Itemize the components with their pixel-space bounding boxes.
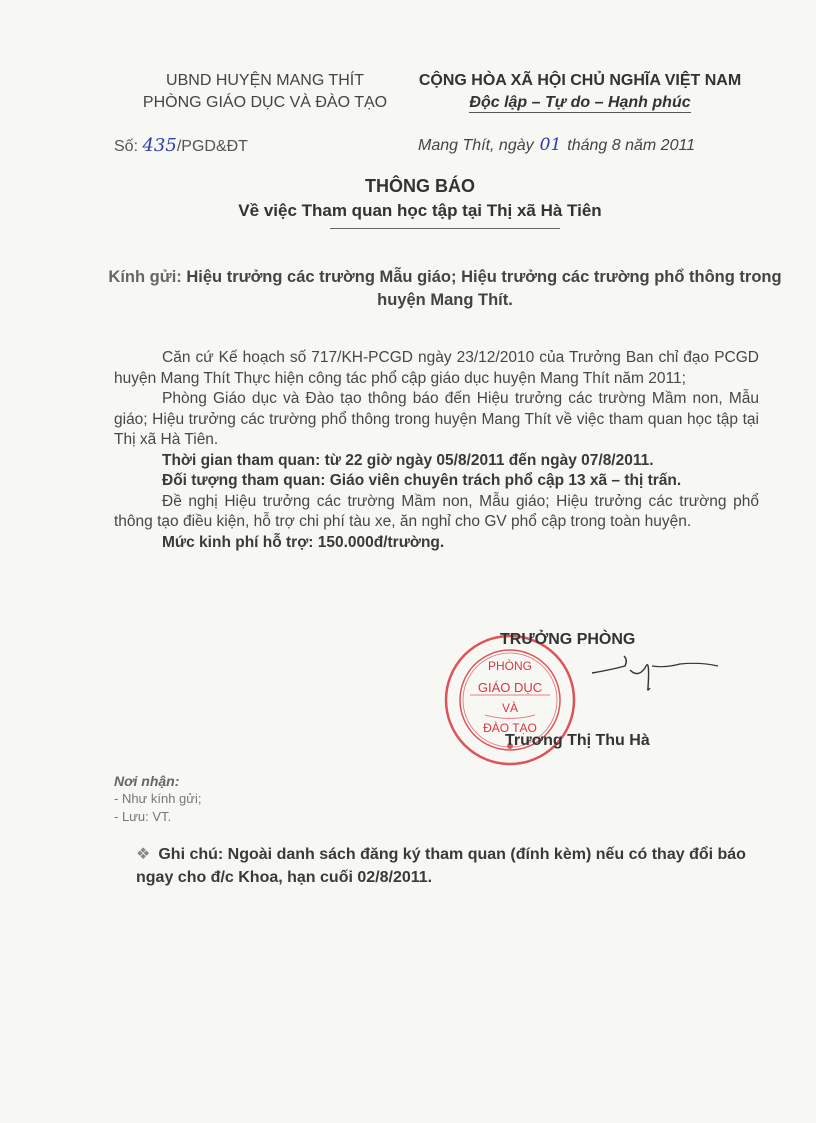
- number-label: Số:: [114, 138, 139, 155]
- motto-line-1: CỘNG HÒA XÃ HỘI CHỦ NGHĨA VIỆT NAM: [418, 72, 742, 89]
- document-date: [418, 135, 695, 155]
- recipient-label: Kính gửi:: [108, 268, 182, 286]
- handwritten-signature: [590, 648, 720, 698]
- recipient-text: Hiệu trưởng các trường Mẫu giáo; Hiệu trưởng các trường phổ thông trong huyện Mang Thít.: [186, 268, 782, 309]
- body-paragraph: Căn cứ Kế hoạch số 717/KH-PCGD ngày 23/12/2010 của Trưởng Ban chỉ đạo PCGD huyện Mang Thít Thực hiện công tác phổ cập giáo dục huyện Mang Thít năm 2011;: [114, 349, 759, 387]
- motto-line-2: Độc lập – Tự do – Hạnh phúc: [469, 94, 691, 111]
- date-suffix: tháng 8 năm 2011: [567, 137, 696, 154]
- document-title: THÔNG BÁO: [365, 176, 475, 196]
- stamp-text-line: ĐÀO TẠO: [483, 721, 537, 735]
- footnote-text: Ghi chú: Ngoài danh sách đăng ký tham quan (đính kèm) nếu có thay đổi báo ngay cho đ/c Khoa, hạn cuối 02/8/2011.: [136, 846, 746, 886]
- body-paragraph-target: Đối tượng tham quan: Giáo viên chuyên trách phổ cập 13 xã – thị trấn.: [162, 472, 682, 489]
- date-prefix: Mang Thít, ngày: [418, 137, 534, 154]
- document-subtitle: Về việc Tham quan học tập tại Thị xã Hà Tiên: [238, 201, 602, 220]
- signer-name: Trương Thị Thu Hà: [505, 732, 650, 749]
- subtitle-underline: [330, 228, 560, 229]
- recipients-item: - Như kính gửi;: [114, 791, 202, 806]
- body-paragraph-funding: Mức kinh phí hỗ trợ: 150.000đ/trường.: [162, 533, 445, 551]
- recipient-block: [100, 266, 790, 312]
- recipients-heading: Nơi nhận:: [114, 773, 180, 789]
- diamond-bullet-icon: ❖: [136, 846, 151, 863]
- number-suffix: /PGD&ĐT: [176, 138, 248, 155]
- body-text: [114, 348, 759, 553]
- body-paragraph: Phòng Giáo dục và Đào tạo thông báo đến Hiệu trưởng các trường Mầm non, Mẫu giáo; Hiệu trưởng các trường phổ thông trong huyện Mang Thít về việc tham quan học tập tại Thị xã Hà Tiên.: [114, 390, 759, 448]
- national-motto: [395, 70, 765, 114]
- body-paragraph: Đề nghị Hiệu trưởng các trường Mầm non, Mẫu giáo; Hiệu trưởng các trường phổ thông tạo điều kiện, hỗ trợ chi phí tàu xe, ăn nghỉ cho GV phổ cập trong toàn huyện.: [114, 492, 759, 530]
- recipients-list: [114, 772, 202, 826]
- number-handwritten: 435: [142, 135, 177, 156]
- recipients-item: - Lưu: VT.: [114, 809, 172, 824]
- body-paragraph-time: Thời gian tham quan: từ 22 giờ ngày 05/8/2011 đến ngày 07/8/2011.: [162, 451, 654, 469]
- stamp-text-line: PHÒNG: [487, 659, 533, 673]
- issuing-authority: [120, 70, 410, 114]
- footnote: [136, 843, 766, 889]
- document-number: [114, 135, 248, 156]
- authority-line-1: UBND HUYỆN MANG THÍT: [166, 72, 364, 89]
- date-day-handwritten: 01: [539, 135, 562, 155]
- stamp-text-line: VÀ: [501, 701, 519, 715]
- signer-position: TRƯỞNG PHÒNG: [500, 631, 636, 648]
- stamp-text-line: GIÁO DỤC: [477, 680, 543, 695]
- authority-line-2: PHÒNG GIÁO DỤC VÀ ĐÀO TẠO: [142, 94, 388, 111]
